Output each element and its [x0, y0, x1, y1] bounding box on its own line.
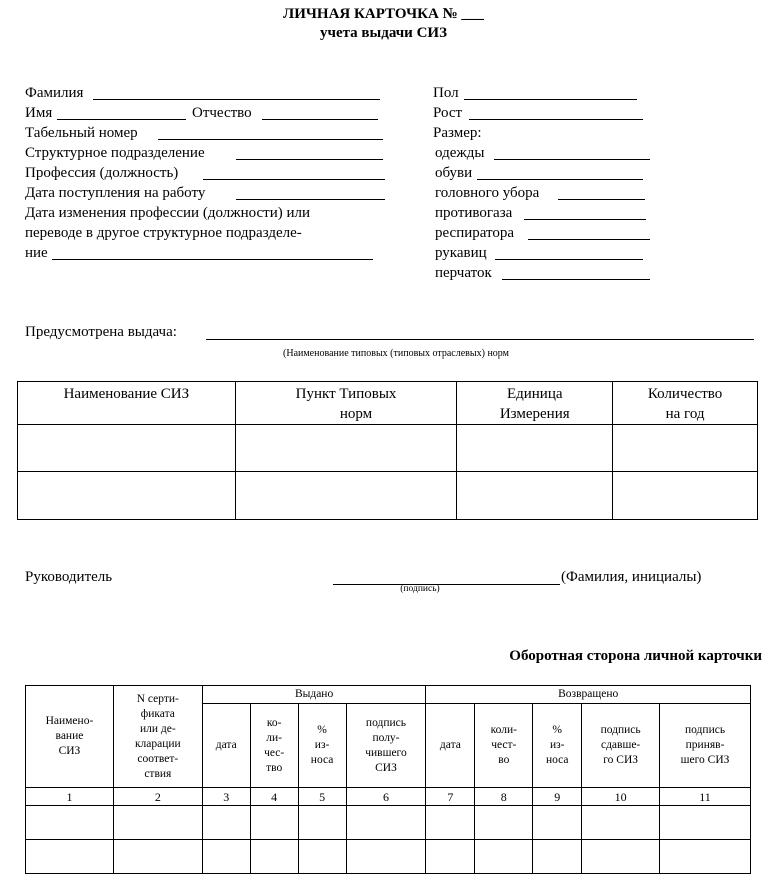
patronymic-label: Отчество [192, 105, 252, 121]
table-cell[interactable] [26, 840, 114, 874]
card-title: ЛИЧНАЯ КАРТОЧКА № ___ [283, 6, 484, 22]
table-cell[interactable] [533, 840, 582, 874]
profession-label: Профессия (должность) [25, 165, 179, 181]
hire-date-label: Дата поступления на работу [25, 185, 206, 201]
respirator-label: респиратора [435, 225, 515, 241]
table-cell[interactable] [113, 806, 202, 840]
table-cell[interactable] [582, 840, 660, 874]
patronymic-field[interactable] [262, 119, 378, 120]
clothes-field[interactable] [494, 159, 650, 160]
header-returned: Возвращено [426, 686, 751, 704]
table-cell[interactable] [457, 425, 613, 472]
header-issued-date: дата [202, 704, 250, 788]
table-cell[interactable] [298, 806, 346, 840]
column-number: 4 [250, 788, 298, 806]
headwear-field[interactable] [558, 199, 645, 200]
table-cell[interactable] [426, 840, 475, 874]
back-side-title: Оборотная сторона личной карточки [509, 648, 762, 664]
signature-caption: (подпись) [400, 584, 440, 594]
table-cell[interactable] [457, 472, 613, 520]
provision-field[interactable] [206, 339, 754, 340]
division-label: Структурное подразделение [25, 145, 205, 161]
table-cell[interactable] [250, 840, 298, 874]
table-cell[interactable] [346, 806, 426, 840]
table-cell[interactable] [660, 840, 751, 874]
gas-mask-label: противогаза [435, 205, 513, 221]
table-cell[interactable] [18, 425, 236, 472]
name-initials-hint: (Фамилия, инициалы) [561, 569, 702, 585]
change-field[interactable] [52, 259, 373, 260]
size-label: Размер: [433, 125, 482, 141]
manager-label: Руководитель [25, 569, 113, 585]
tab-number-label: Табельный номер [25, 125, 138, 141]
table-cell[interactable] [235, 425, 457, 472]
profession-field[interactable] [203, 179, 385, 180]
column-number: 3 [202, 788, 250, 806]
gas-mask-field[interactable] [524, 219, 646, 220]
header-returned-date: дата [426, 704, 475, 788]
surname-field[interactable] [93, 99, 380, 100]
gloves-label: перчаток [435, 265, 492, 281]
table-cell[interactable] [660, 806, 751, 840]
table-cell[interactable] [475, 840, 533, 874]
change-label-line2: переводе в другое структурное подразделе- [25, 225, 302, 241]
column-number: 6 [346, 788, 426, 806]
column-number: 9 [533, 788, 582, 806]
headwear-label: головного убора [435, 185, 540, 201]
issue-return-table [25, 685, 751, 874]
gloves-field[interactable] [502, 279, 650, 280]
table-cell[interactable] [250, 806, 298, 840]
header-issued-wear: % из- носа [298, 704, 346, 788]
table-cell[interactable] [202, 806, 250, 840]
header-issued-quantity: ко- ли- чес- тво [250, 704, 298, 788]
column-number: 1 [26, 788, 114, 806]
mittens-field[interactable] [495, 259, 643, 260]
sex-field[interactable] [464, 99, 637, 100]
table-cell[interactable] [613, 472, 758, 520]
siz-norms-table [17, 381, 758, 520]
card-subtitle: учета выдачи СИЗ [320, 25, 447, 41]
table-cell[interactable] [18, 472, 236, 520]
table-cell[interactable] [298, 840, 346, 874]
table-cell[interactable] [475, 806, 533, 840]
provision-label: Предусмотрена выдача: [25, 324, 177, 340]
column-number: 8 [475, 788, 533, 806]
table-cell[interactable] [26, 806, 114, 840]
shoes-field[interactable] [477, 179, 643, 180]
tab-number-field[interactable] [158, 139, 383, 140]
header-returned-wear: % из- носа [533, 704, 582, 788]
header-certificate: N серти- фиката или де- кларации соответ- ствия [113, 686, 202, 788]
column-number: 10 [582, 788, 660, 806]
header-returned-giver-signature: подпись сдавше- го СИЗ [582, 704, 660, 788]
table-cell[interactable] [613, 425, 758, 472]
shoes-label: обуви [435, 165, 473, 181]
respirator-field[interactable] [528, 239, 650, 240]
header-unit: Единица Измерения [457, 382, 613, 425]
header-issued: Выдано [202, 686, 426, 704]
division-field[interactable] [236, 159, 383, 160]
hire-date-field[interactable] [236, 199, 385, 200]
mittens-label: рукавиц [435, 245, 487, 261]
column-number: 5 [298, 788, 346, 806]
name-field[interactable] [57, 119, 186, 120]
table-cell[interactable] [202, 840, 250, 874]
clothes-label: одежды [435, 145, 485, 161]
table-cell[interactable] [533, 806, 582, 840]
header-siz-name: Наименование СИЗ [18, 382, 236, 425]
height-field[interactable] [469, 119, 643, 120]
change-label-line1: Дата изменения профессии (должности) или [25, 205, 311, 221]
table-cell[interactable] [346, 840, 426, 874]
table-cell[interactable] [235, 472, 457, 520]
header-norm-item: Пункт Типовых норм [235, 382, 457, 425]
header-issued-signature: подпись полу- чившего СИЗ [346, 704, 426, 788]
header-siz-name: Наимено- вание СИЗ [26, 686, 114, 788]
name-label: Имя [25, 105, 53, 121]
height-label: Рост [433, 105, 463, 121]
provision-caption: (Наименование типовых (типовых отраслевых) норм [283, 348, 509, 359]
column-number: 7 [426, 788, 475, 806]
header-quantity: Количество на год [613, 382, 758, 425]
change-label-line3: ние [25, 245, 48, 261]
header-returned-quantity: коли- чест- во [475, 704, 533, 788]
header-returned-receiver-signature: подпись приняв- шего СИЗ [660, 704, 751, 788]
sex-label: Пол [433, 85, 459, 101]
table-cell[interactable] [113, 840, 202, 874]
table-cell[interactable] [582, 806, 660, 840]
table-cell[interactable] [426, 806, 475, 840]
surname-label: Фамилия [25, 85, 84, 101]
column-number: 2 [113, 788, 202, 806]
column-number: 11 [660, 788, 751, 806]
